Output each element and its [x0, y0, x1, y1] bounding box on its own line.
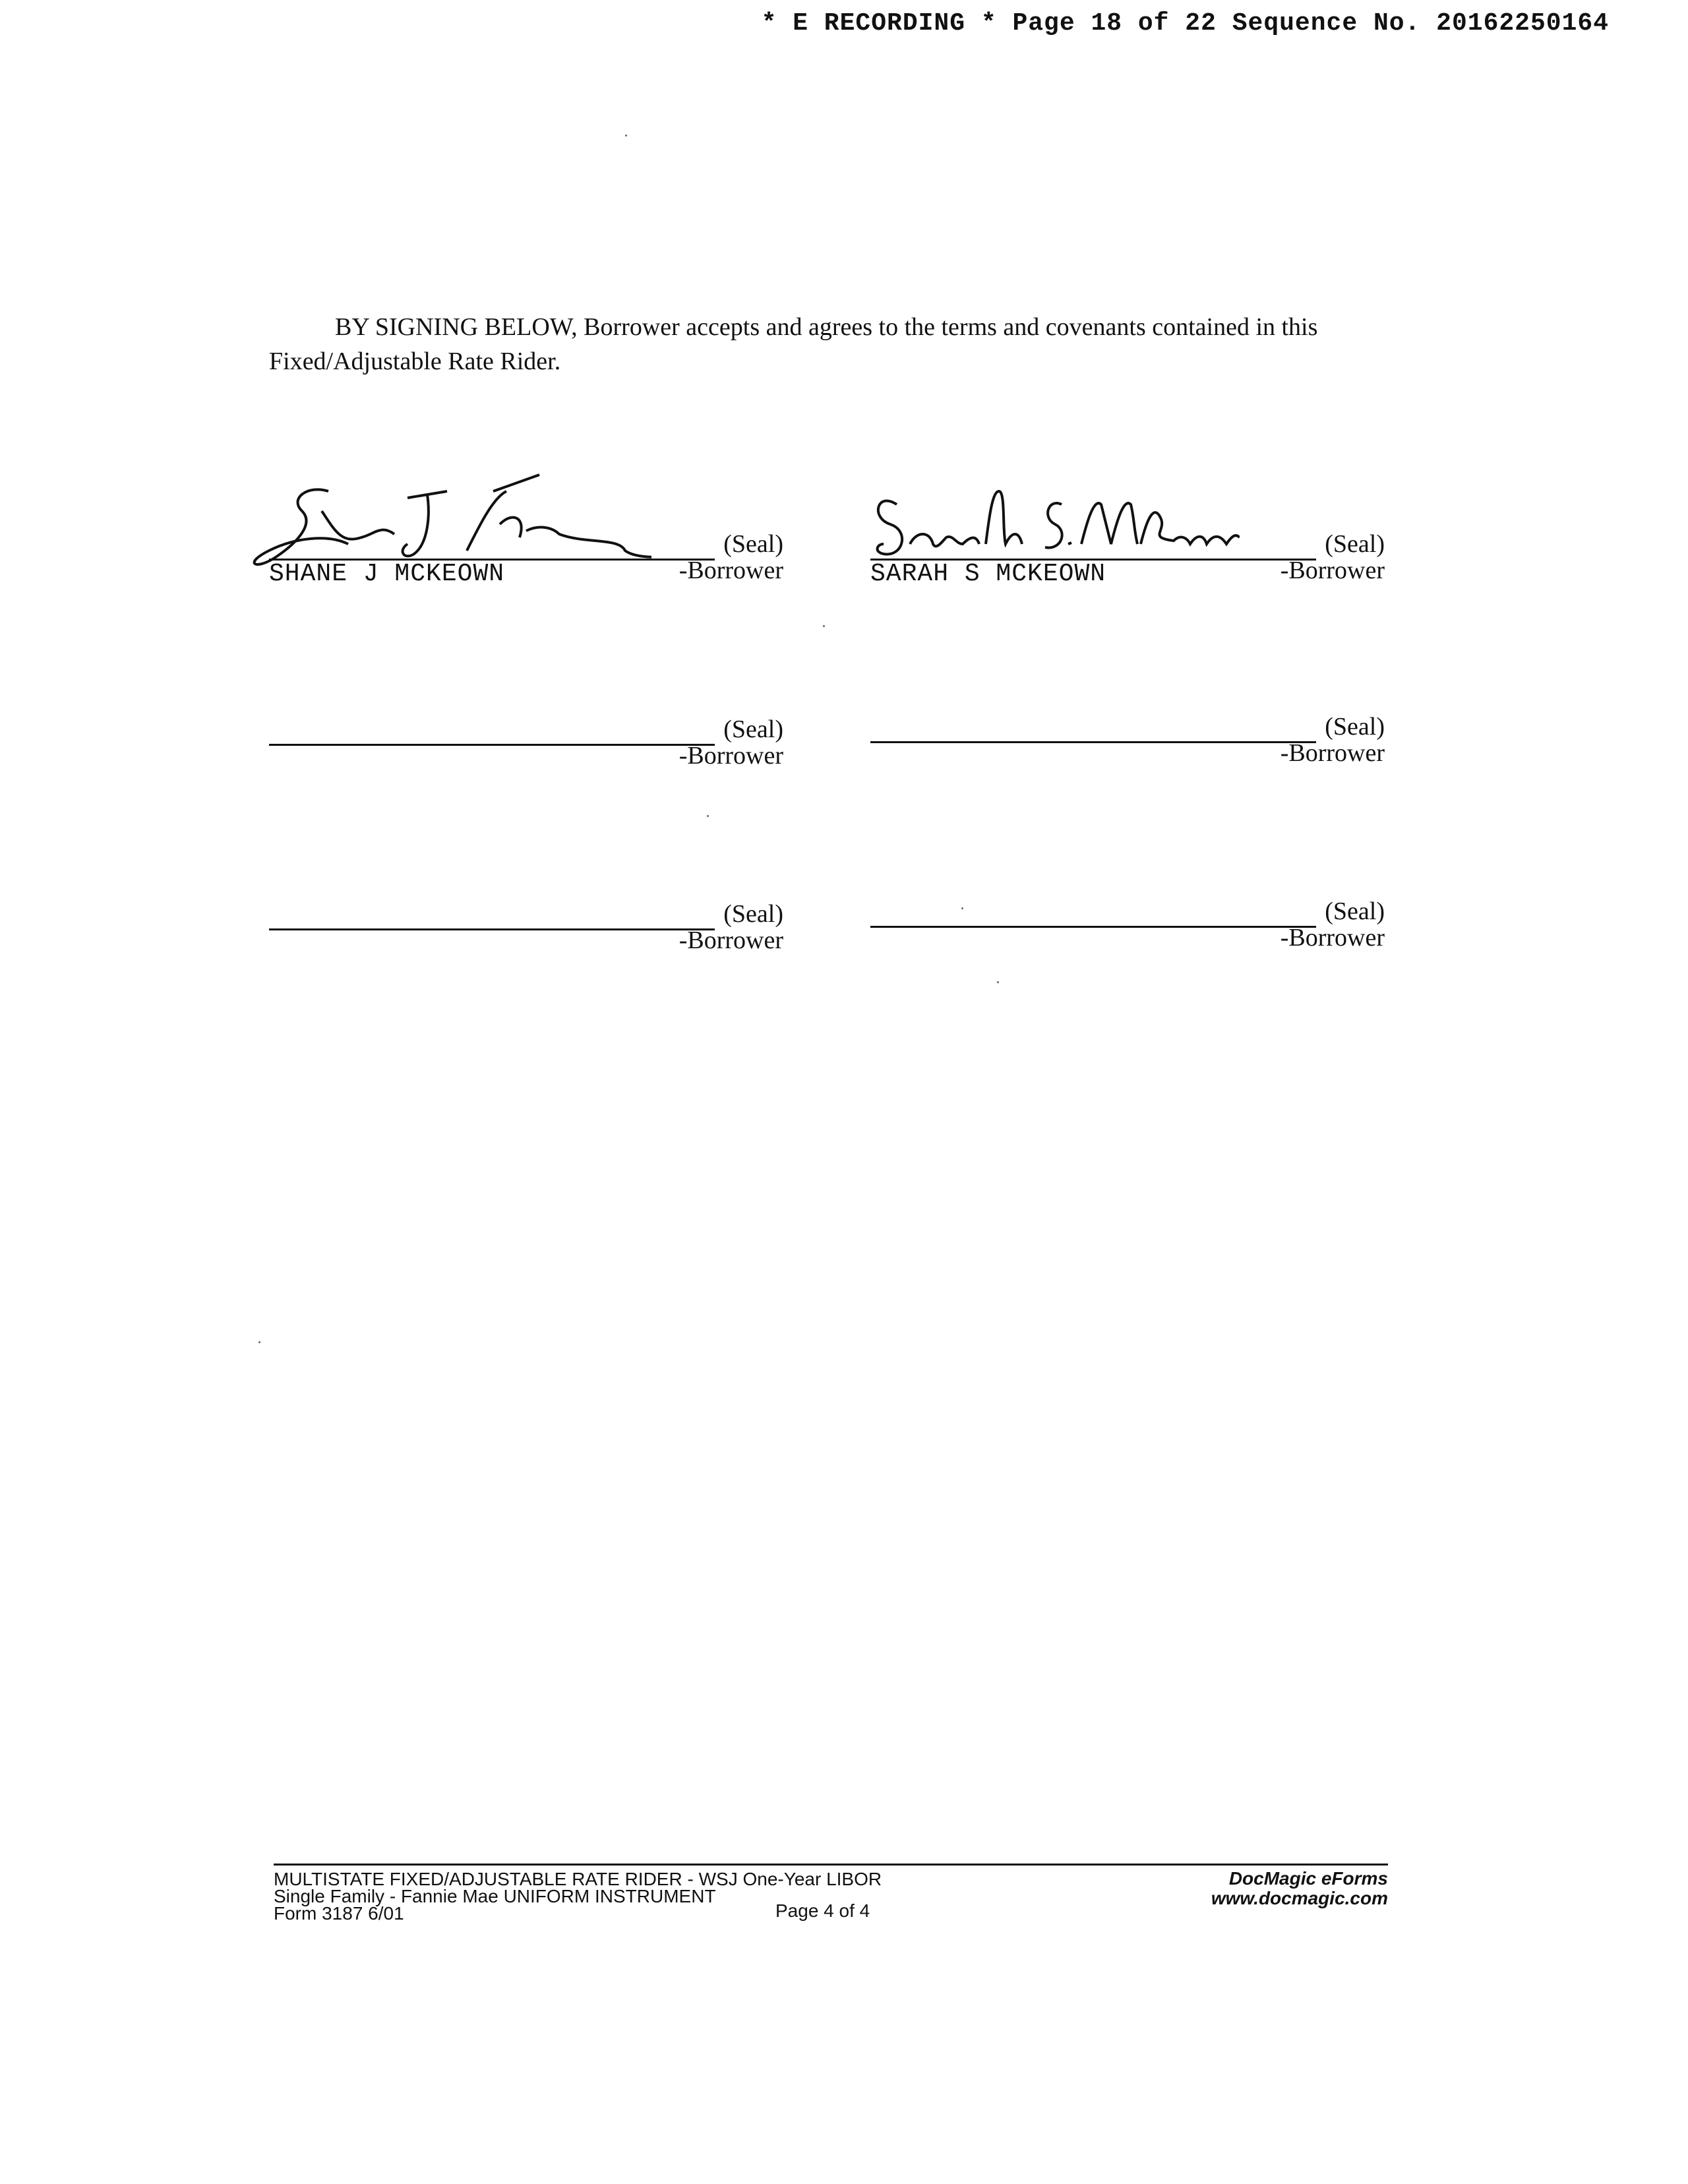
signature-block-sarah — [870, 524, 1385, 590]
signature-line — [870, 926, 1316, 928]
signature-block-shane — [269, 524, 783, 590]
signature-sarah-handwritten — [870, 478, 1240, 570]
seal-label: (Seal) — [723, 715, 783, 743]
scan-speck — [823, 625, 825, 627]
scan-speck — [258, 1341, 260, 1343]
seal-label: (Seal) — [1325, 530, 1385, 558]
borrower-label: -Borrower — [1280, 924, 1385, 952]
signature-block-blank-3 — [269, 894, 783, 960]
footer-form-subtitle: Single Family - Fannie Mae UNIFORM INSTRUMENT — [274, 1886, 716, 1906]
footer-form-title: MULTISTATE FIXED/ADJUSTABLE RATE RIDER - WSJ One-Year LIBOR — [274, 1869, 882, 1889]
seal-label: (Seal) — [1325, 897, 1385, 925]
borrower-label: -Borrower — [1280, 557, 1385, 584]
seal-label: (Seal) — [723, 900, 783, 928]
borrower-label: -Borrower — [678, 742, 783, 770]
footer-rule — [274, 1864, 1388, 1866]
seal-label: (Seal) — [723, 530, 783, 558]
signing-statement — [269, 310, 1390, 379]
scan-speck — [997, 981, 999, 983]
scan-speck — [625, 135, 627, 136]
borrower-label: -Borrower — [1280, 739, 1385, 767]
scan-speck — [707, 815, 709, 817]
signer-name-sarah: SARAH S MCKEOWN — [870, 560, 1106, 588]
scan-speck — [961, 907, 963, 909]
signature-block-blank-4 — [870, 892, 1385, 957]
signature-block-blank-2 — [870, 707, 1385, 773]
docmagic-brand: DocMagic eForms — [1228, 1868, 1388, 1889]
seal-label: (Seal) — [1325, 713, 1385, 741]
footer-page-number: Page 4 of 4 — [775, 1900, 870, 1921]
footer-form-number: Form 3187 6/01 — [274, 1903, 404, 1924]
recording-stamp: * E RECORDING * Page 18 of 22 Sequence No. 20162250164 — [761, 9, 1609, 38]
signature-block-blank-1 — [269, 710, 783, 775]
borrower-label: -Borrower — [678, 926, 783, 954]
docmagic-website: www.docmagic.com — [1211, 1888, 1388, 1908]
signing-statement-text: BY SIGNING BELOW, Borrower accepts and agrees to the terms and covenants contained in this Fixed/Adjustable Rate Rider. — [269, 313, 1318, 375]
borrower-label: -Borrower — [678, 557, 783, 584]
signature-line — [269, 744, 715, 746]
signature-line — [269, 928, 715, 930]
signer-name-shane: SHANE J MCKEOWN — [269, 560, 505, 588]
signature-line — [870, 741, 1316, 743]
